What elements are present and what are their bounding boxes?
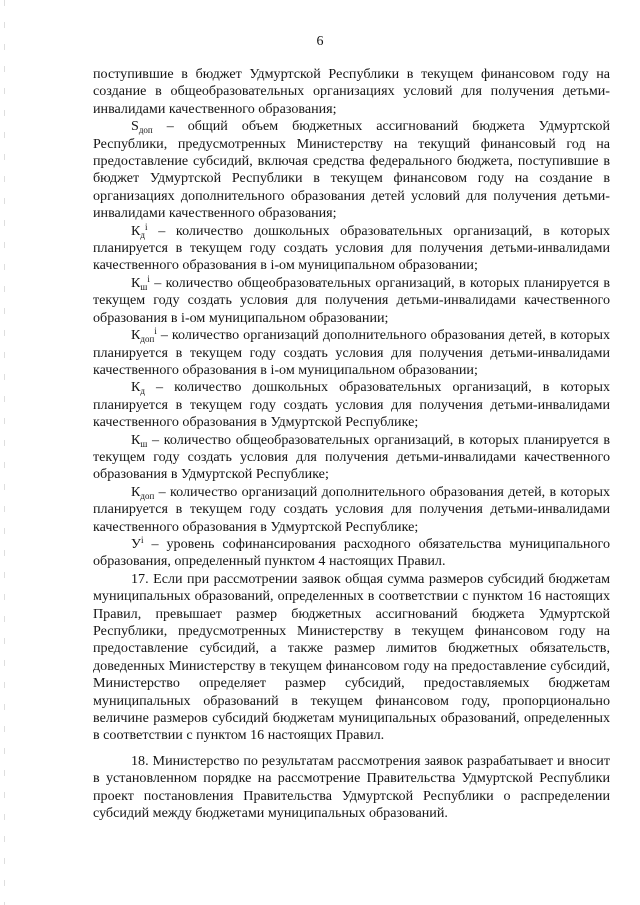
symbol-superscript: i — [145, 221, 148, 232]
definition-k-dop-i — [93, 327, 610, 379]
definition-text: – количество дошкольных образовательных организаций, в которых планируется в текущем году создать условия для получения детьми-инвалидами качественного образования в i-ом муниципальном образовании; — [93, 222, 610, 274]
definition-k-dop — [93, 484, 610, 536]
clause-18: 18. Министерство по результатам рассмотрения заявок разрабатывает и вносит в установленном порядке на рассмотрение Правительства Удмуртской Республики проект постановления Правительства Удмуртской Республики о распределении субсидий между бюджетами муниципальных образований. — [93, 752, 610, 822]
definition-s-dop — [93, 118, 610, 222]
definition-text: – количество общеобразовательных организаций, в которых планируется в текущем году создать условия для получения детьми-инвалидами качественного образования в i-ом муниципальном образовании; — [93, 274, 610, 326]
symbol-k: К — [131, 274, 141, 291]
definition-k-sh-i — [93, 275, 610, 327]
symbol-subscript: доп — [140, 490, 155, 501]
symbol-superscript: i — [154, 326, 157, 337]
symbol-k: К — [131, 431, 141, 448]
definition-k-d-i — [93, 223, 610, 275]
definition-text: – общий объем бюджетных ассигнований бюджета Удмуртской Республики, предусмотренных Министерству на текущий финансовый год на предоставление субсидий, включая средства федерального бюджета, поступившие в бюджет Удмуртской Республики в текущем финансовом году на создание в организациях дополнительного образования детей условий для получения детьми-инвалидами качественного образования; — [93, 118, 610, 222]
clause-17: 17. Если при рассмотрении заявок общая сумма размеров субсидий бюджетам муниципальных образований, определенных в соответствии с пунктом 16 настоящих Правил, превышает размер бюджетных ассигнований бюджета Удмуртской Республики, предусмотренных Министерству в текущем финансовом году на предоставление субсидий, а также размер лимитов бюджетных обязательств, доведенных Министерству в текущем финансовом году на предоставление субсидий, Министерство определяет размер субсидий, предоставляемых бюджетам муниципальных образований в текущем финансовом году, пропорционально величине размеров субсидий бюджетам муниципальных образований, определенных в соответствии с пунктом 16 настоящих Правил. — [93, 570, 610, 744]
document-body — [93, 66, 610, 822]
symbol-u: У — [131, 535, 141, 552]
symbol-k: К — [131, 222, 141, 239]
definition-text: – количество дошкольных образовательных организаций, в которых планируется в текущем году создать условия для получения детьми-инвалидами качественного образования в Удмуртской Республике; — [93, 379, 610, 431]
symbol-subscript: доп — [138, 125, 153, 136]
definition-text: – количество организаций дополнительного образования детей, в которых планируется в текущем году создать условия для получения детьми-инвалидами качественного образования в i-ом муниципальном образовании; — [93, 327, 610, 378]
paragraph-continuation: поступившие в бюджет Удмуртской Республики в текущем финансовом году на создание в общеобразовательных организациях условий для получения детьми-инвалидами качественного образования; — [93, 66, 610, 117]
scan-edge-artifact — [4, 0, 5, 905]
definition-k-d — [93, 379, 610, 431]
definition-k-sh — [93, 432, 610, 484]
symbol-k: К — [131, 379, 141, 396]
symbol-subscript: д — [140, 386, 145, 397]
symbol-superscript: i — [140, 534, 144, 545]
symbol-superscript: i — [147, 273, 150, 284]
symbol-subscript: ш — [140, 281, 148, 292]
definition-u-i — [93, 536, 610, 571]
symbol-subscript: ш — [140, 438, 148, 449]
definition-text: – уровень софинансирования расходного обязательства муниципального образования, определенный пунктом 4 настоящих Правил. — [93, 535, 610, 570]
symbol-k: К — [131, 327, 141, 344]
symbol-s: S — [131, 118, 139, 135]
symbol-subscript: д — [140, 229, 145, 240]
definition-text: – количество общеобразовательных организаций, в которых планируется в текущем году создать условия для получения детьми-инвалидами качественного образования в Удмуртской Республике; — [93, 431, 610, 483]
symbol-k: К — [131, 483, 141, 500]
definition-text: – количество организаций дополнительного образования детей, в которых планируется в текущем году создать условия для получения детьми-инвалидами качественного образования в Удмуртской Республике; — [93, 483, 610, 535]
symbol-subscript: доп — [140, 334, 155, 345]
page-number: 6 — [316, 34, 324, 49]
